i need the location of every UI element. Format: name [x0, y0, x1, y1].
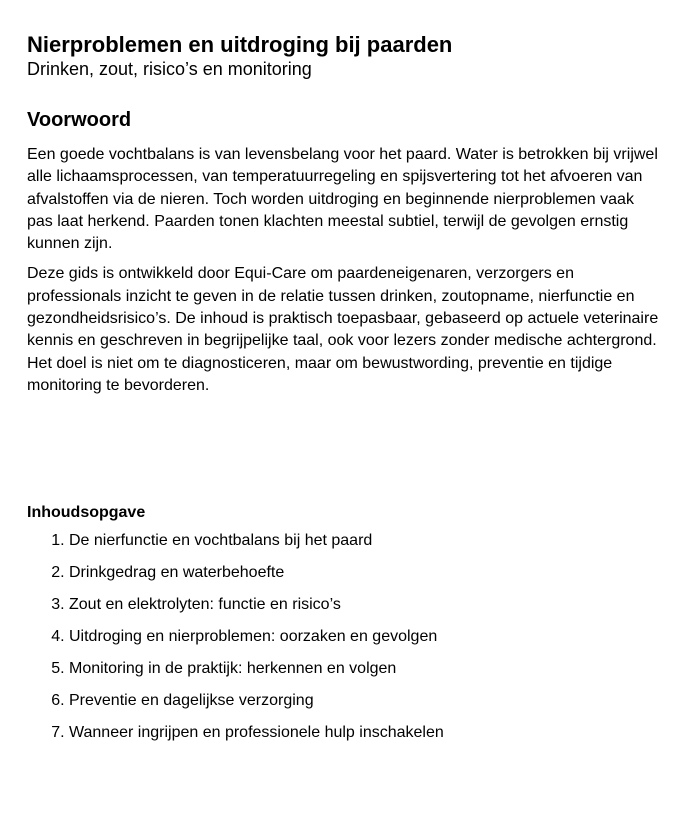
- foreword-paragraph: Deze gids is ontwikkeld door Equi-Care om paardeneigenaren, verzorgers en professionals inzicht te geven in de relatie tussen drinken, zoutopname, nierfunctie en gezondheidsrisico’s. De inhoud is praktisch toepasbaar, gebaseerd op actuele veterinaire kennis en geschreven in begrijpelijke taal, ook voor lezers zonder medische achtergrond. Het doel is niet om te diagnosticeren, maar om bewustwording, preventie en tijdige monitoring te bevorderen.: [27, 265, 659, 394]
- foreword-paragraph: Een goede vochtbalans is van levensbelang voor het paard. Water is betrokken bij vrijwel alle lichaamsprocessen, van temperatuurregeling en spijsvertering tot het afvoeren van afvalstoffen via de nieren. Toch worden uitdroging en beginnende nierproblemen vaak pas laat herkend. Paarden tonen klachten meestal subtiel, terwijl de gevolgen ernstig kunnen zijn.: [27, 146, 658, 253]
- foreword-heading: Voorwoord: [27, 109, 132, 131]
- toc-item: 6. Preventie en dagelijkse verzorging: [69, 691, 659, 711]
- toc-item: 7. Wanneer ingrijpen en professionele hulp inschakelen: [69, 723, 659, 743]
- toc-item: 2. Drinkgedrag en waterbehoefte: [69, 563, 659, 583]
- document-subtitle: Drinken, zout, risico’s en monitoring: [27, 59, 312, 79]
- toc-item: 3. Zout en elektrolyten: functie en risico’s: [69, 595, 659, 615]
- toc-item: 4. Uitdroging en nierproblemen: oorzaken en gevolgen: [69, 627, 659, 647]
- document-title: Nierproblemen en uitdroging bij paarden: [27, 32, 453, 57]
- toc-list: [27, 531, 659, 743]
- toc-item: 5. Monitoring in de praktijk: herkennen en volgen: [69, 659, 659, 679]
- toc-heading: Inhoudsopgave: [27, 504, 146, 522]
- toc-item: 1. De nierfunctie en vochtbalans bij het paard: [69, 531, 659, 551]
